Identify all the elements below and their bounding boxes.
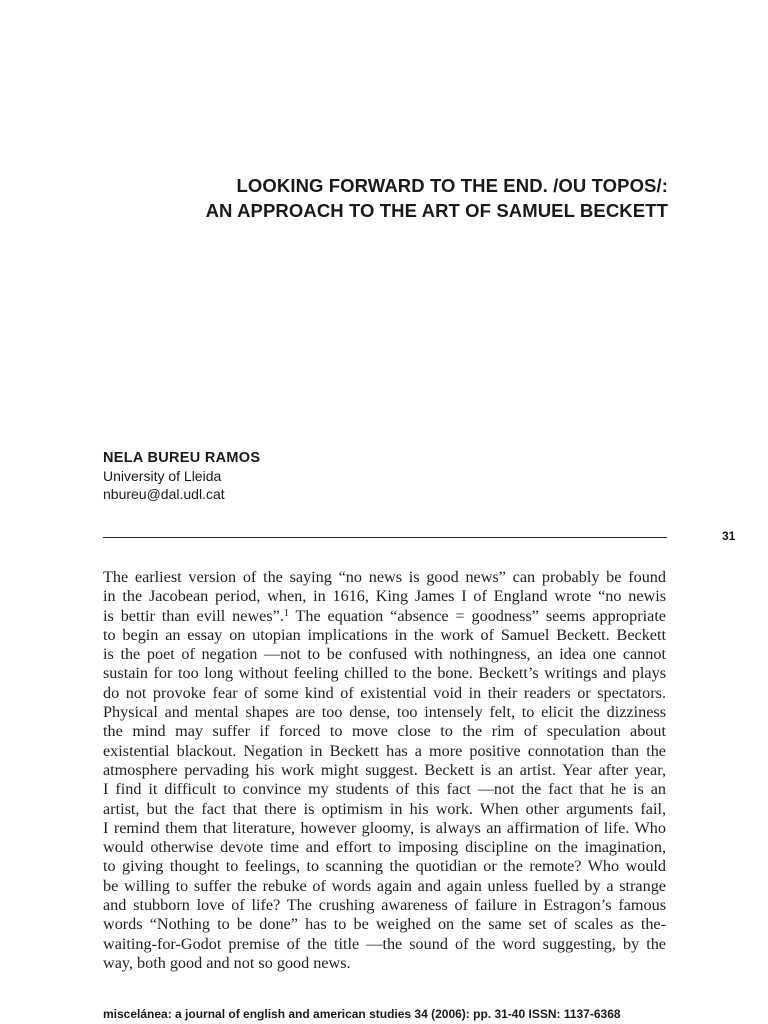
author-block	[103, 449, 260, 503]
body-line: in the Jacobean period, when, in 1616, King James I of England wrote “no newis	[103, 587, 666, 606]
body-line: I find it difficult to convince my students of this fact —not the fact that he is an	[103, 780, 666, 799]
body-line: Physical and mental shapes are too dense, too intensely felt, to elicit the dizziness	[103, 703, 666, 722]
author-affiliation: University of Lleida	[103, 468, 222, 484]
body-line: and stubborn love of life? The crushing awareness of failure in Estragon’s famous	[103, 896, 666, 915]
body-line: I remind them that literature, however gloomy, is always an affirmation of life. Who	[103, 818, 666, 837]
body-line-end: The equation “absence = goodness” seems appropriate	[288, 606, 666, 625]
body-line-last: way, both good and not so good news.	[103, 953, 351, 972]
body-line-with-footnote	[103, 607, 666, 626]
article-title-line-1: LOOKING FORWARD TO THE END. /OU TOPOS/:	[236, 175, 668, 196]
body-line: to giving thought to feelings, to scanning the quotidian or the remote? Who would	[103, 857, 666, 876]
author-name: NELA BUREU RAMOS	[103, 450, 261, 466]
body-line: the mind may suffer if forced to move close to the rim of speculation about	[103, 722, 666, 741]
body-line: existential blackout. Negation in Beckett has a more positive connotation than the	[103, 741, 666, 760]
body-line: would otherwise devote time and effort to imposing discipline on the imagination,	[103, 838, 666, 857]
body-line: atmosphere pervading his work might suggest. Beckett is an artist. Year after year,	[103, 760, 666, 779]
header-rule	[103, 537, 667, 538]
body-line-start: is bettir than evill newes”.	[103, 606, 284, 625]
journal-citation-footer: miscelánea: a journal of english and american studies 34 (2006): pp. 31-40 ISSN: 1137-6368	[103, 1007, 621, 1021]
page-number: 31	[722, 529, 736, 543]
body-line: The earliest version of the saying “no news is good news” can probably be found	[103, 568, 666, 586]
article-title-line-2: AN APPROACH TO THE ART OF SAMUEL BECKETT	[205, 200, 668, 221]
body-line: to begin an essay on utopian implications in the work of Samuel Beckett. Beckett	[103, 625, 666, 644]
body-paragraph	[103, 568, 666, 973]
article-title	[100, 173, 668, 223]
body-line: be willing to suffer the rebuke of words again and again unless fuelled by a strange	[103, 876, 666, 895]
body-line: words “Nothing to be done” has to be weighed on the same set of scales as the-	[103, 915, 666, 934]
body-line: is the poet of negation —not to be confused with nothingness, an idea one cannot	[103, 645, 666, 664]
body-line: do not provoke fear of some kind of existential void in their readers or spectators.	[103, 683, 666, 702]
author-email: nbureu@dal.udl.cat	[103, 486, 225, 502]
footnote-marker[interactable]: 1	[283, 607, 289, 619]
body-line: artist, but the fact that there is optimism in his work. When other arguments fail,	[103, 799, 666, 818]
body-line: waiting-for-Godot premise of the title —the sound of the word suggesting, by the	[103, 934, 666, 953]
body-line: sustain for too long without feeling chilled to the bone. Beckett’s writings and plays	[103, 664, 666, 683]
